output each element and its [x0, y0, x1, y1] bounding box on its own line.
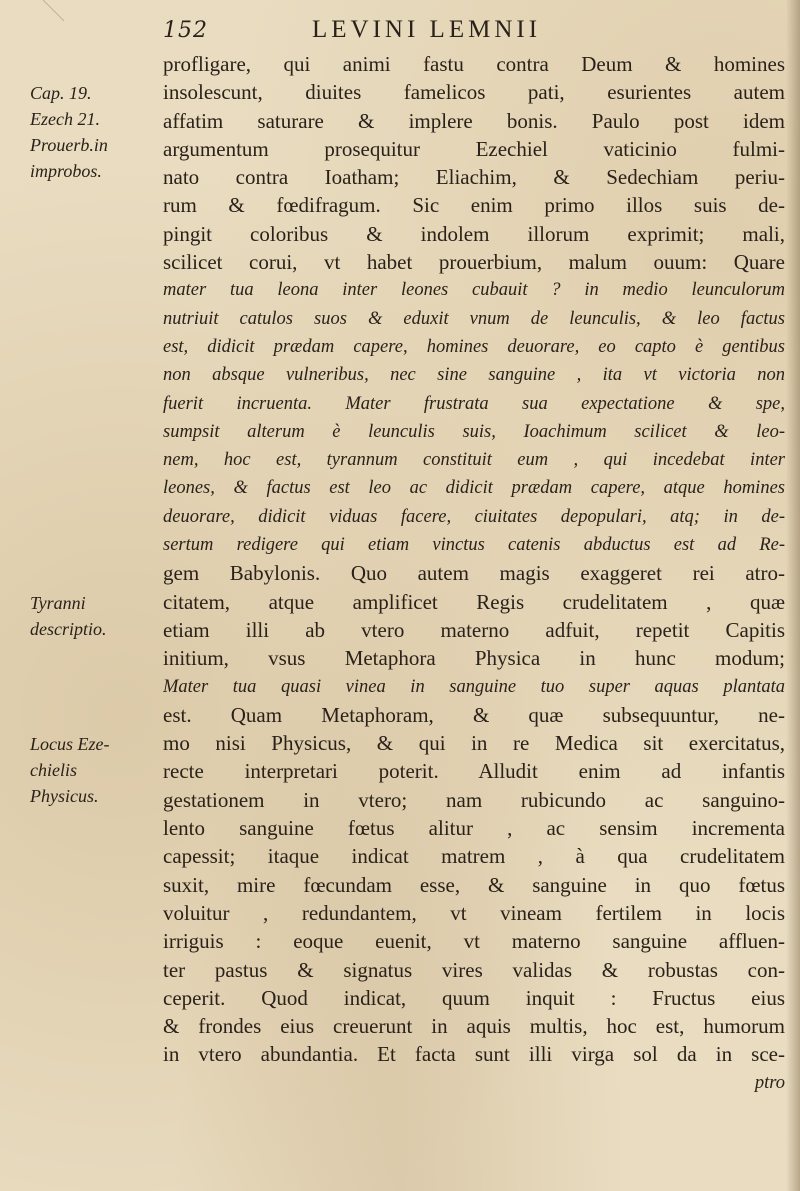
text-line: nato contra Ioatham; Eliachim, & Sedechiam periu-: [163, 165, 785, 190]
page-edge-shadow: [786, 0, 800, 1191]
text-line: mater tua leona inter leones cubauit ? in medio leunculorum: [163, 280, 785, 301]
text-line: ter pastus & signatus vires validas & robustas con-: [163, 957, 785, 982]
text-line: argumentum prosequitur Ezechiel vaticinio fulmi-: [163, 136, 785, 161]
body-text: [163, 50, 785, 1097]
text-line: irriguis : eoque euenit, vt materno sanguine affluen-: [163, 929, 785, 954]
text-line: gem Babylonis. Quo autem magis exaggeret rei atro-: [163, 561, 785, 586]
margin-note-line: Ezech 21.: [30, 109, 100, 130]
text-line: voluitur , redundantem, vt vineam fertilem in locis: [163, 900, 785, 925]
margin-note: [30, 590, 160, 642]
text-line: ptro: [754, 1072, 785, 1093]
text-line: pingit coloribus & indolem illorum exprimit; mali,: [163, 221, 785, 246]
text-line: etiam illi ab vtero materno adfuit, repetit Capitis: [163, 617, 785, 642]
margin-note-line: Locus Eze-: [30, 734, 110, 755]
text-line: lento sanguine fœtus alitur , ac sensim incrementa: [163, 816, 785, 841]
text-line: nem, hoc est, tyrannum constituit eum , qui incedebat inter: [163, 450, 785, 471]
text-line: in vtero abundantia. Et facta sunt illi virga sol da in sce-: [163, 1042, 785, 1067]
text-line: fuerit incruenta. Mater frustrata sua expectatione & spe,: [163, 393, 785, 414]
text-line: capessit; itaque indicat matrem , à qua crudelitatem: [163, 844, 785, 869]
text-line: mo nisi Physicus, & qui in re Medica sit exercitatus,: [163, 731, 785, 756]
text-line: initium, vsus Metaphora Physica in hunc modum;: [163, 646, 785, 671]
text-line: sertum redigere qui etiam vinctus catenis abductus est ad Re-: [163, 535, 785, 556]
margin-note: [30, 80, 160, 184]
text-line: sumpsit alterum è leunculis suis, Ioachimum scilicet & leo-: [163, 421, 785, 442]
text-line: insolescunt, diuites famelicos pati, esurientes autem: [163, 80, 785, 105]
text-line: leones, & factus est leo ac didicit prædam capere, atque homines: [163, 478, 785, 499]
text-line: deuorare, didicit viduas facere, ciuitates depopulari, atq; in de-: [163, 506, 785, 527]
text-line: scilicet corui, vt habet prouerbium, malum ouum: Quare: [163, 250, 785, 275]
text-line: ceperit. Quod indicat, quum inquit : Fructus eius: [163, 985, 785, 1010]
page-number: 152: [163, 18, 208, 43]
running-title: LEVINI LEMNII: [312, 16, 542, 43]
text-line: est. Quam Metaphoram, & quæ subsequuntur, ne-: [163, 702, 785, 727]
margin-note: [30, 731, 160, 809]
text-line: affatim saturare & implere bonis. Paulo post idem: [163, 108, 785, 133]
margin-note-line: improbos.: [30, 161, 102, 182]
text-line: suxit, mire fœcundam esse, & sanguine in quo fœtus: [163, 872, 785, 897]
margin-note-line: Cap. 19.: [30, 83, 92, 104]
text-line: & frondes eius creuerunt in aquis multis, hoc est, humorum: [163, 1014, 785, 1039]
text-line: est, didicit prædam capere, homines deuorare, eo capto è gentibus: [163, 336, 785, 357]
margin-note-line: chielis: [30, 760, 77, 781]
margin-note-line: Prouerb.in: [30, 135, 108, 156]
text-line: citatem, atque amplificet Regis crudelitatem , quæ: [163, 589, 785, 614]
margin-notes: [0, 0, 160, 1191]
margin-note-line: Tyranni: [30, 592, 86, 613]
margin-note-line: Physicus.: [30, 786, 99, 807]
text-line: nutriuit catulos suos & eduxit vnum de leunculis, & leo factus: [163, 308, 785, 329]
text-line: profligare, qui animi fastu contra Deum & homines: [163, 52, 785, 76]
text-line: rum & fœdifragum. Sic enim primo illos suis de-: [163, 193, 785, 218]
text-line: Mater tua quasi vinea in sanguine tuo super aquas plantata: [163, 676, 785, 697]
text-line: non absque vulneribus, nec sine sanguine , ita vt victoria non: [163, 365, 785, 386]
text-line: gestationem in vtero; nam rubicundo ac sanguino-: [163, 787, 785, 812]
text-line: recte interpretari poterit. Alludit enim ad infantis: [163, 759, 785, 784]
margin-note-line: descriptio.: [30, 618, 107, 639]
